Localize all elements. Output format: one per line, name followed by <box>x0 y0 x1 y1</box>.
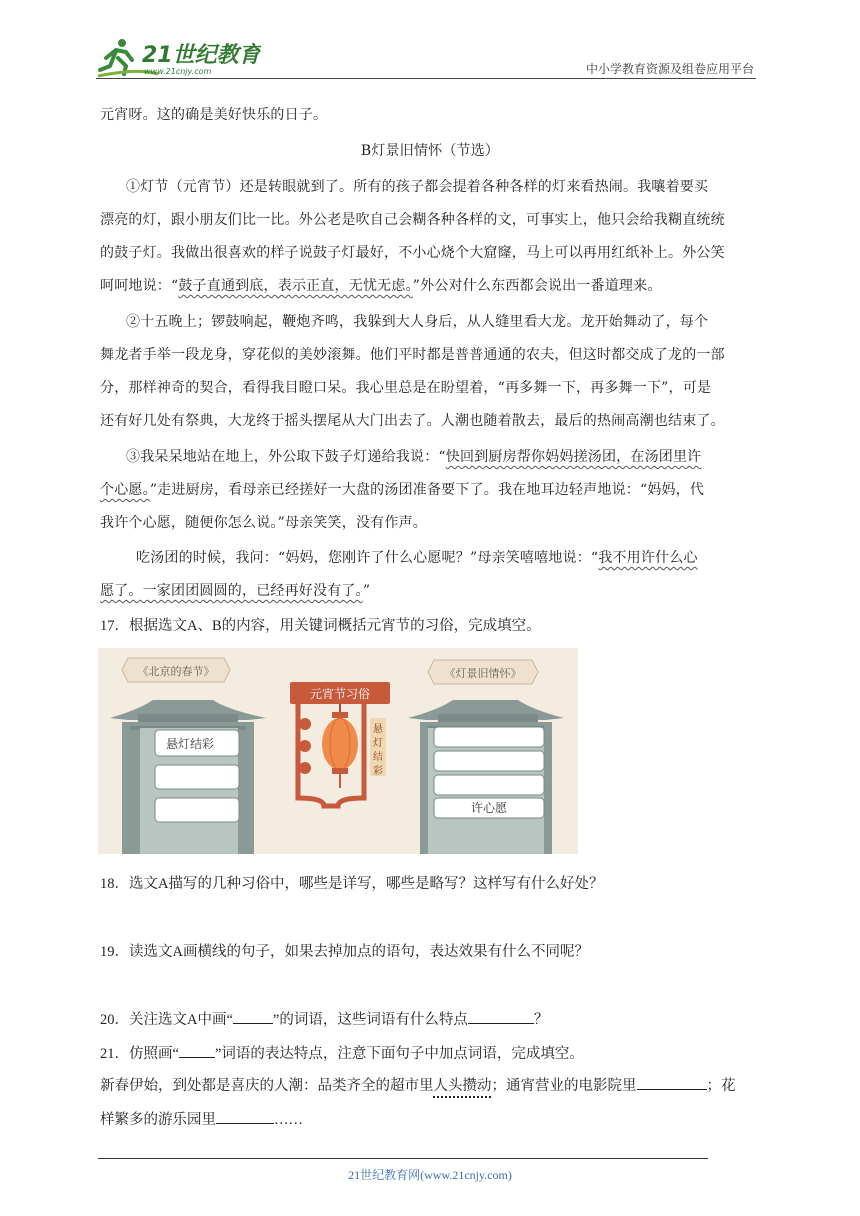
answer-blank[interactable] <box>216 1109 274 1124</box>
logo-url: www.21cnjy.com <box>144 67 212 76</box>
blank <box>233 1009 273 1024</box>
wavy-underlined-text: 个心愿。 <box>100 482 150 498</box>
passage-line: 舞龙者手举一段龙身，穿花似的美妙滚舞。他们平时都是普普通通的农夫，但这时都交成了龙的一部 <box>100 347 725 363</box>
answer-box[interactable] <box>155 765 239 789</box>
passage-line: ②十五晚上；锣鼓响起，鞭炮齐鸣，我躲到大人身后，从人缝里看大龙。龙开始舞动了，每个 <box>126 314 709 330</box>
question-21-sentence: 样繁多的游乐园里 …… <box>100 1108 303 1129</box>
footer-divider <box>98 1158 708 1159</box>
passage-line: 的鼓子灯。我做出很喜欢的样子说鼓子灯最好，不小心烧个大窟窿，马上可以再用红纸补上。外公笑 <box>100 245 725 261</box>
answer-box-text: 许心愿 <box>470 801 508 815</box>
footer-text: 21世纪教育网(www.21cnjy.com) <box>348 1168 512 1182</box>
passage-line: 元宵呀。这的确是美好快乐的日子。 <box>100 107 328 123</box>
question-20: 20．关注选文A中画“ ”的词语，这些词语有什么特点 ？ <box>100 1008 548 1029</box>
wavy-underlined-text: 愿了。一家团团圆圆的，已经再好没有了。 <box>100 583 363 599</box>
right-plaque-label: 《灯景旧情怀》 <box>444 667 522 680</box>
left-answer-boxes <box>155 730 239 822</box>
passage-line: 分，那样神奇的契合，看得我目瞪口呆。我心里总是在盼望着，“再多舞一下，再多舞一下”，可是 <box>100 380 712 396</box>
wavy-underlined-text: 我不用许什么心 <box>598 550 698 566</box>
answer-box[interactable] <box>434 775 544 795</box>
passage-line: 还有好几处有祭典，大龙终于摇头摆尾从大门出去了。人潮也随着散去，最后的热闹高潮也结束了。 <box>100 413 725 429</box>
banner-char: 灯 <box>373 738 383 749</box>
logo-text: 21世纪教育 <box>142 43 261 68</box>
header-divider <box>96 78 756 79</box>
answer-box[interactable] <box>155 798 239 822</box>
question-21-sentence: 新春伊始，到处都是喜庆的人潮：品类齐全的超市里人头攒动；通宵营业的电影院里 ；花 <box>100 1074 736 1095</box>
answer-blank[interactable] <box>468 1009 534 1024</box>
banner-char: 彩 <box>373 766 383 777</box>
left-plaque <box>122 658 230 682</box>
banner-char: 悬 <box>373 724 383 735</box>
answer-blank[interactable] <box>637 1075 707 1090</box>
dotted-phrase: 人头攒动 <box>433 1078 492 1094</box>
answer-box[interactable] <box>434 751 544 771</box>
answer-box-text: 悬灯结彩 <box>165 737 215 751</box>
right-plaque <box>428 660 538 684</box>
question-21: 21．仿照画“ ”词语的表达特点，注意下面句子中加点词语，完成填空。 <box>100 1042 584 1063</box>
question-19: 19．读选文A画横线的句子，如果去掉加点的语句，表达效果有什么不同呢？ <box>100 944 589 960</box>
banner-char: 结 <box>373 752 383 763</box>
question-17: 17．根据选文A、B的内容，用关键词概括元宵节的习俗，完成填空。 <box>100 618 541 634</box>
center-title: 元宵节习俗 <box>309 687 371 701</box>
platform-name: 中小学教育资源及组卷应用平台 <box>585 62 754 76</box>
passage-line: 呵呵地说：“鼓子直通到底，表示正直，无忧无虑。”外公对什么东西都会说出一番道理来。 <box>100 278 662 294</box>
passage-line: 我许个心愿，随便你怎么说。”母亲笑笑，没有作声。 <box>100 515 427 531</box>
passage-line: 个心愿。”走进厨房，看母亲已经搓好一大盘的汤团准备要下了。我在地耳边轻声地说：“妈妈，代 <box>100 482 705 498</box>
question-18: 18．选文A描写的几种习俗中，哪些是详写，哪些是略写？这样写有什么好处？ <box>100 876 604 892</box>
section-title: B灯景旧情怀（节选） <box>360 143 500 159</box>
passage-line: ③我呆呆地站在地上，外公取下鼓子灯递给我说：“快回到厨房帮你妈妈搓汤团，在汤团里许 <box>126 449 702 465</box>
wavy-underlined-text: 快回到厨房帮你妈妈搓汤团，在汤团里许 <box>445 449 702 465</box>
passage-line: 漂亮的灯，跟小朋友们比一比。外公老是吹自己会糊各种各样的文，可事实上，他只会给我糊直统统 <box>100 212 725 228</box>
answer-box[interactable] <box>434 727 544 747</box>
passage-line: 吃汤团的时候，我问：“妈妈，您刚许了什么心愿呢？”母亲笑嘻嘻地说：“我不用许什么心 <box>136 550 698 566</box>
passage-line: 愿了。一家团团圆圆的，已经再好没有了。” <box>100 583 371 599</box>
wavy-underlined-text: 鼓子直通到底，表示正直，无忧无虑。 <box>178 278 413 294</box>
lantern-banner <box>370 718 386 777</box>
lantern-festival-diagram <box>98 648 578 854</box>
left-plaque-label: 《北京的春节》 <box>137 665 215 678</box>
blank <box>179 1043 215 1058</box>
passage-line: ①灯节（元宵节）还是转眼就到了。所有的孩子都会提着各种各样的灯来看热闹。我嚷着要买 <box>126 179 709 195</box>
